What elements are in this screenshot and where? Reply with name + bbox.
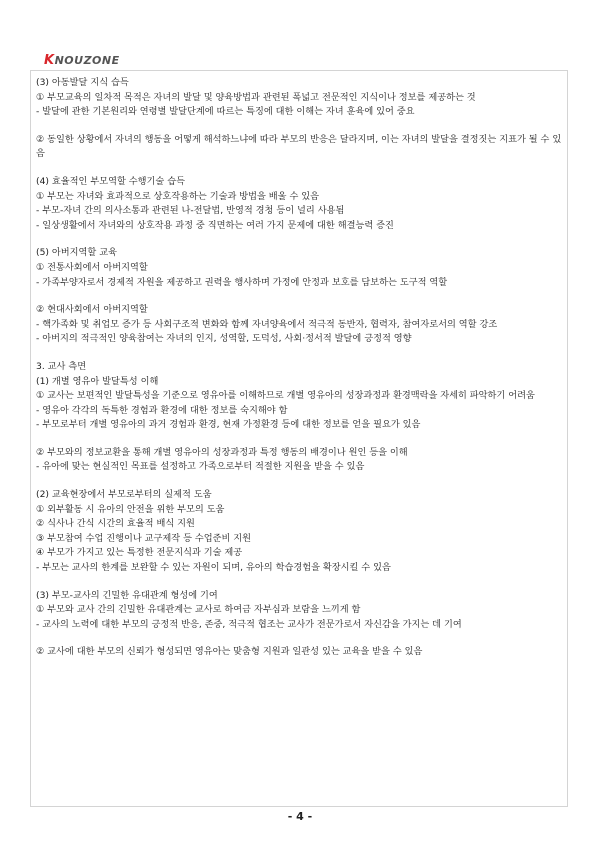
text-section: [36, 488, 564, 576]
text-line: (4) 효율적인 부모역할 수행기술 습득: [36, 175, 185, 187]
text-line: (2) 교육현장에서 부모로부터의 실제적 도움: [36, 489, 212, 501]
text-line: ③ 부모참여 수업 진행이나 교구제작 등 수업준비 지원: [36, 532, 252, 544]
text-line: - 핵가족화 및 취업모 증가 등 사회구조적 변화와 함께 자녀양육에서 적극적 동반자, 협력자, 참여자로서의 역할 강조: [36, 318, 498, 330]
text-section: [36, 446, 564, 475]
text-section: [36, 645, 564, 660]
page-number: - 4 -: [287, 810, 313, 823]
text-section: [36, 360, 564, 433]
logo-text: NOUZONE: [54, 54, 120, 67]
text-line: (3) 부모-교사의 긴밀한 유대관계 형성에 기여: [36, 589, 218, 601]
text-section: [36, 246, 564, 290]
text-line: ① 외부활동 시 유아의 안전을 위한 부모의 도움: [36, 503, 225, 515]
text-line: ② 현대사회에서 아버지역할: [36, 304, 148, 316]
text-line: - 일상생활에서 자녀와의 상호작용 과정 중 직면하는 여러 가지 문제에 대한 해결능력 증진: [36, 219, 394, 231]
text-line: - 부모-자녀 간의 의사소통과 관련된 나-전달법, 반영적 경청 등이 널리 사용됨: [36, 205, 345, 217]
text-line: ② 식사나 간식 시간의 효율적 배식 지원: [36, 518, 195, 530]
logo-k: K: [44, 53, 55, 68]
text-line: ② 부모와의 정보교환을 통해 개별 영유아의 성장과정과 특정 행동의 배경이나 원인 등을 이해: [36, 446, 408, 458]
text-line: ① 부모교육의 일차적 목적은 자녀의 발달 및 양육방법과 관련된 폭넓고 전문적인 지식이나 정보를 제공하는 것: [36, 91, 476, 103]
text-line: - 부모는 교사의 한계를 보완할 수 있는 자원이 되며, 유아의 학습경험을 확장시킬 수 있음: [36, 562, 391, 574]
text-line: ④ 부모가 가지고 있는 특정한 전문지식과 기술 제공: [36, 547, 243, 559]
document-body: [36, 76, 564, 673]
text-line: - 유아에 맞는 현실적인 목표를 설정하고 가족으로부터 적절한 지원을 받을 수 있음: [36, 461, 365, 473]
text-line: (1) 개별 영유아 발달특성 이해: [36, 375, 159, 387]
page-header: [44, 50, 244, 72]
text-line: ① 부모와 교사 간의 긴밀한 유대관계는 교사로 하여금 자부심과 보람을 느끼게 함: [36, 604, 361, 616]
text-line: ① 교사는 보편적인 발달특성을 기준으로 영유아를 이해하므로 개별 영유아의 성장과정과 환경맥락을 자세히 파악하기 어려움: [36, 390, 535, 402]
text-line: (3) 아동발달 지식 습득: [36, 77, 129, 88]
text-line: - 발달에 관한 기본원리와 연령별 발달단계에 따르는 특징에 대한 이해는 자녀 훈육에 있어 중요: [36, 106, 415, 118]
text-line: - 영유아 각각의 독특한 경험과 환경에 대한 정보를 숙지해야 함: [36, 404, 288, 416]
knouzone-logo: [44, 50, 244, 72]
text-section: [36, 76, 564, 120]
text-line: - 아버지의 적극적인 양육참여는 자녀의 인지, 성역할, 도덕성, 사회·정서적 발달에 긍정적 영향: [36, 333, 412, 345]
text-section: [36, 133, 564, 162]
text-line: - 가족부양자로서 경제적 자원을 제공하고 권력을 행사하며 가정에 안정과 보호를 담보하는 도구적 역할: [36, 276, 448, 288]
text-line: ① 전통사회에서 아버지역할: [36, 261, 148, 273]
text-line: 3. 교사 측면: [36, 360, 87, 372]
text-section: [36, 303, 564, 347]
text-line: ① 부모는 자녀와 효과적으로 상호작용하는 기술과 방법을 배울 수 있음: [36, 190, 320, 202]
text-section: [36, 175, 564, 233]
text-section: [36, 589, 564, 633]
text-line: - 교사의 노력에 대한 부모의 긍정적 반응, 존중, 적극적 협조는 교사가 전문가로서 자신감을 가지는 데 기여: [36, 618, 462, 630]
text-line: ② 동일한 상황에서 자녀의 행동을 어떻게 해석하느냐에 따라 부모의 반응은 달라지며, 이는 자녀의 발달을 결정짓는 지표가 될 수 있음: [36, 133, 562, 160]
text-line: ② 교사에 대한 부모의 신뢰가 형성되면 영유아는 맞춤형 지원과 일관성 있는 교육을 받을 수 있음: [36, 646, 423, 658]
text-line: - 부모로부터 개별 영유아의 과거 경험과 환경, 현재 가정환경 등에 대한 정보를 얻을 필요가 있음: [36, 419, 421, 431]
text-line: (5) 아버지역할 교육: [36, 247, 117, 259]
